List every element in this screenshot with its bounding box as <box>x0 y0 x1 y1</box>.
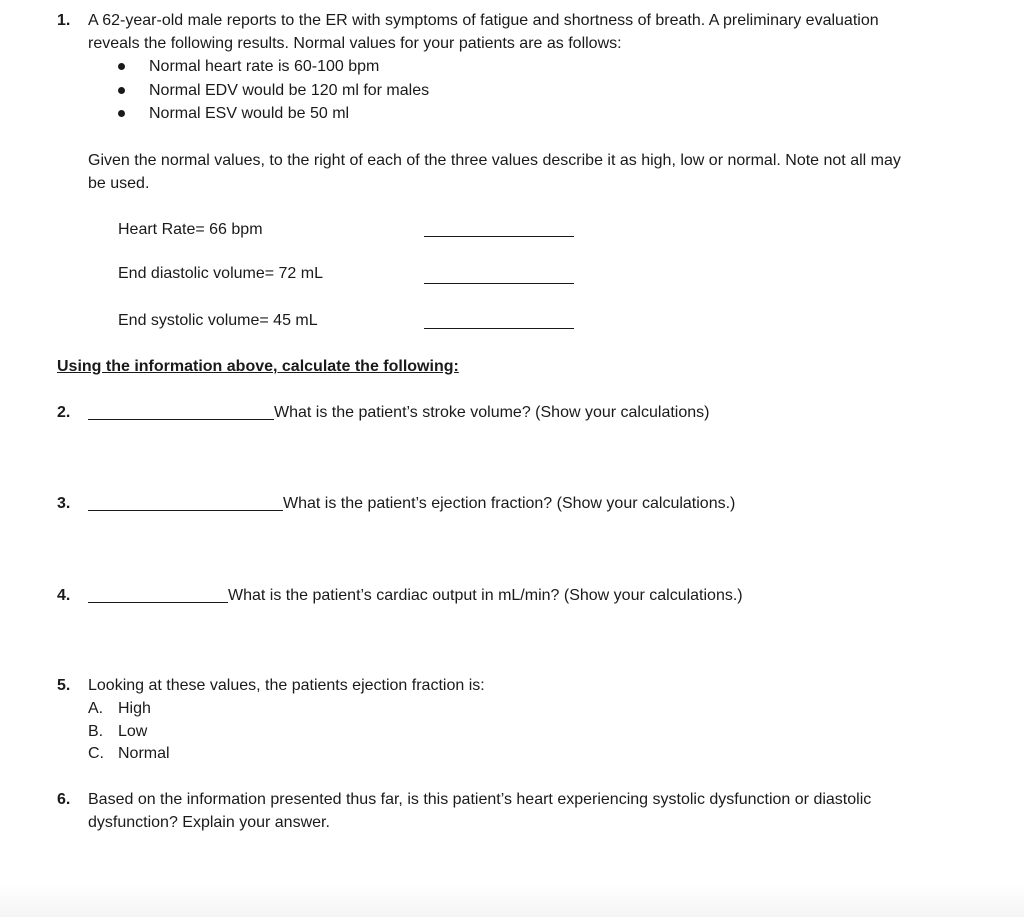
instruction-line-2: be used. <box>88 175 150 192</box>
page-bottom-shadow <box>0 885 1024 917</box>
question-6-text-line-2: dysfunction? Explain your answer. <box>88 814 330 831</box>
question-3-number: 3. <box>57 495 71 512</box>
option-c-label[interactable]: Normal <box>118 745 170 762</box>
bullet-icon <box>118 110 125 117</box>
normal-heart-rate-item: Normal heart rate is 60-100 bpm <box>149 58 380 75</box>
question-1-text-line-1: A 62-year-old male reports to the ER with symptoms of fatigue and shortness of breath. A preliminary evaluation <box>88 12 879 29</box>
bullet-icon <box>118 87 125 94</box>
heart-rate-value: Heart Rate= 66 bpm <box>118 221 263 238</box>
question-1-number: 1. <box>57 12 71 29</box>
edv-value: End diastolic volume= 72 mL <box>118 265 323 282</box>
question-1-text-line-2: reveals the following results. Normal values for your patients are as follows: <box>88 35 622 52</box>
question-2-text: What is the patient’s stroke volume? (Show your calculations) <box>274 404 710 421</box>
esv-value: End systolic volume= 45 mL <box>118 312 318 329</box>
edv-answer-line[interactable] <box>424 283 574 284</box>
question-2-number: 2. <box>57 404 71 421</box>
question-3-answer-line[interactable] <box>88 510 283 511</box>
normal-esv-item: Normal ESV would be 50 ml <box>149 105 350 122</box>
question-6-text-line-1: Based on the information presented thus far, is this patient’s heart experiencing systolic dysfunction or diastolic <box>88 791 872 808</box>
esv-answer-line[interactable] <box>424 328 574 329</box>
bullet-icon <box>118 63 125 70</box>
question-6-number: 6. <box>57 791 71 808</box>
heart-rate-answer-line[interactable] <box>424 236 574 237</box>
option-a-label[interactable]: High <box>118 700 151 717</box>
question-4-text: What is the patient’s cardiac output in mL/min? (Show your calculations.) <box>228 587 743 604</box>
question-3-text: What is the patient’s ejection fraction? (Show your calculations.) <box>283 495 736 512</box>
question-5-text: Looking at these values, the patients ejection fraction is: <box>88 677 485 694</box>
section-heading: Using the information above, calculate the following: <box>57 358 459 375</box>
option-c-letter: C. <box>88 745 104 762</box>
question-4-answer-line[interactable] <box>88 602 228 603</box>
option-b-letter: B. <box>88 723 104 740</box>
option-a-letter: A. <box>88 700 104 717</box>
instruction-line-1: Given the normal values, to the right of each of the three values describe it as high, low or normal. Note not all may <box>88 152 901 169</box>
normal-edv-item: Normal EDV would be 120 ml for males <box>149 82 430 99</box>
option-b-label[interactable]: Low <box>118 723 148 740</box>
question-2-answer-line[interactable] <box>88 419 274 420</box>
question-5-number: 5. <box>57 677 71 694</box>
question-4-number: 4. <box>57 587 71 604</box>
